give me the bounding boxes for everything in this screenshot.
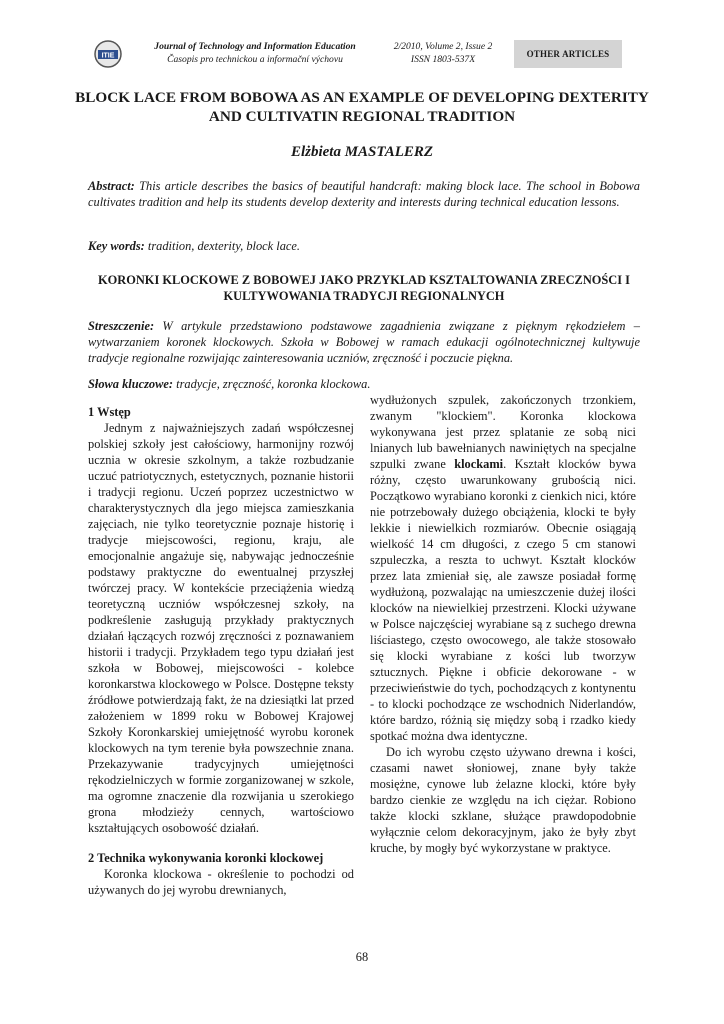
journal-logo	[94, 40, 122, 68]
streszczenie-label: Streszczenie:	[88, 319, 155, 333]
keywords-text: tradition, dexterity, block lace.	[147, 239, 300, 253]
streszczenie-text: W artykule przedstawiono podstawowe zagadnienia związane z pięknym rękodziełem – wytwarzaniem koronek klockowych. Szkoła w Bobowej w ramach edukacji ogólnotechnicznej kultywuje tradycje regionalne rozwijając zainteresowania uczniów, zręczność i poczucie piękna.	[88, 319, 640, 365]
technique-paragraph-start: Koronka klockowa - określenie to pochodzi od używanych do jej wyrobu drewnianych,	[88, 867, 354, 897]
abstract	[88, 178, 640, 210]
materials-paragraph: Do ich wyrobu często używano drewna i kości, czasami nawet słoniowej, znane były także mosiężne, cynowe lub żelazne klocki, które były bardzo cienkie ze względu na ich ciężar. Robiono także klocki szklane, służące prawdopodobnie wyłącznie celom dekoracyjnym, jako że były zbyt kruche, by mogły być wykorzystane w praktyce.	[370, 745, 636, 855]
journal-name-en: Journal of Technology and Information Education	[154, 41, 356, 52]
abstract-label: Abstract:	[88, 179, 135, 193]
issue-number: 2/2010, Volume 2, Issue 2	[393, 41, 493, 52]
section-badge: OTHER ARTICLES	[514, 40, 622, 68]
section-heading-intro: 1 Wstęp	[88, 405, 131, 419]
right-column	[370, 392, 636, 856]
page-header	[94, 40, 630, 74]
slowa-text: tradycje, zręczność, koronka klockowa.	[176, 377, 371, 391]
abstract-text: This article describes the basics of beautiful handcraft: making block lace. The school in Bobowa cultivates tradition and help its students develop dexterity and interests during technical education lessons.	[88, 179, 640, 209]
technique-paragraph-cont	[370, 392, 636, 744]
article-author: Elżbieta MASTALERZ	[290, 144, 434, 160]
journal-name	[134, 40, 376, 66]
journal-name-cz: Časopis pro technickou a informační výchovu	[167, 54, 343, 65]
slowa-kluczowe	[88, 376, 640, 392]
keywords	[88, 238, 640, 254]
issue-info	[380, 40, 506, 66]
text-segment: wydłużonych szpulek, zakończonych trzonkiem, zwanym "klockiem". Koronka klockowa wykonywana jest przez splatanie ze sobą nici lnianych lub bawełnianych nawiniętych na specjalne szpulki zwane	[370, 393, 636, 471]
polish-title: KORONKI KLOCKOWE Z BOBOWEJ JAKO PRZYKLAD KSZTALTOWANIA ZRECZNOŚCI I KULTYWOWANIA TRADYCJI REGIONALNYCH	[98, 273, 630, 303]
intro-paragraph: Jednym z najważniejszych zadań współczesnej polskiej szkoły jest całościowy, harmonijny rozwój ucznia w okresie szkolnym, a także rozbudzanie uczuć patriotycznych, estetycznych, poznanie historii i tradycji regionu. Uczeń poprzez uczestnictwo w charakterystycznych dla jego miejsca zamieszkania zajęciach, nie tylko teoretycznie poznaje historię i tradycje miejscowości, regionu, kraju, ale emocjonalnie angażuje się, nabywając jednocześnie podstawy praktyczne do ewentualnej przyszłej twórczej pracy. W kontekście przeciążenia wiedzą teoretyczną uczniów współczesnej szkoły, na podkreślenie zasługują przykłady praktycznych działań łączących rozwój zręczności z poznawaniem historii i tradycji. Przykładem tego typu działań jest szkoła w Bobowej, miejscowości - kolebce koronkarstwa klockowego w Polsce. Dostępne teksty źródłowe potwierdzają fakt, że na dziesiątki lat przed założeniem w 1899 roku w Bobowej Krajowej Szkoły Koronkarskiej umiejętność wyrobu koronek klockowych na tym terenie była powszechnie znana. Przekazywanie tradycyjnych umiejętności rękodzielniczych w formie zorganizowanej w szkole, ma ogromne znaczenie dla rozwijania u szerokiego grona młodzieży cennych, wartościowo kształtujących osobowość działań.	[88, 421, 354, 835]
logo-text: ITIE	[101, 52, 115, 60]
slowa-label: Słowa kluczowe:	[88, 377, 174, 391]
left-column	[88, 404, 354, 898]
bold-term: klockami	[454, 457, 504, 471]
page-number: 68	[355, 950, 369, 964]
section-heading-technique: 2 Technika wykonywania koronki klockowej	[88, 851, 324, 865]
streszczenie	[88, 318, 640, 366]
issn: ISSN 1803-537X	[410, 54, 476, 65]
text-segment: . Kształt klocków bywa różny, często uwarunkowany grubością nici. Początkowo wyrabiano koronki z cienkich nici, które nie potrzebowały dużego obciążenia, klocki te były lekkie i niewielkich rozmiarów. Obecnie osiągają wielkość 14 cm długości, z czego 5 cm stanowi szpuleczka, a reszta to uchwyt. Kształt klocków przez lata zmieniał się, ale zawsze posiadał formę wydłużoną, pozwalając na umieszczenie dużej ilości klocków na niewielkiej przestrzeni. Klocki używane w Polsce najczęściej wyrabiane są z suchego drewna liściastego, często owocowego, ale także stosowało się klocki wyrabiane z kości lub tworzyw sztucznych. Piękne i obficie dekorowane - w przeciwieństwie do tych, pochodzących z kontynentu - to klocki pochodzące ze wschodnich Niderlandów, które bardzo, różnią się między sobą i rzadko kiedy spotkać można dwa identyczne.	[370, 457, 636, 743]
article-title: BLOCK LACE FROM BOBOWA AS AN EXAMPLE OF DEVELOPING DEXTERITY AND CULTIVATIN REGIONAL TRADITION	[75, 89, 649, 125]
keywords-label: Key words:	[88, 239, 145, 253]
